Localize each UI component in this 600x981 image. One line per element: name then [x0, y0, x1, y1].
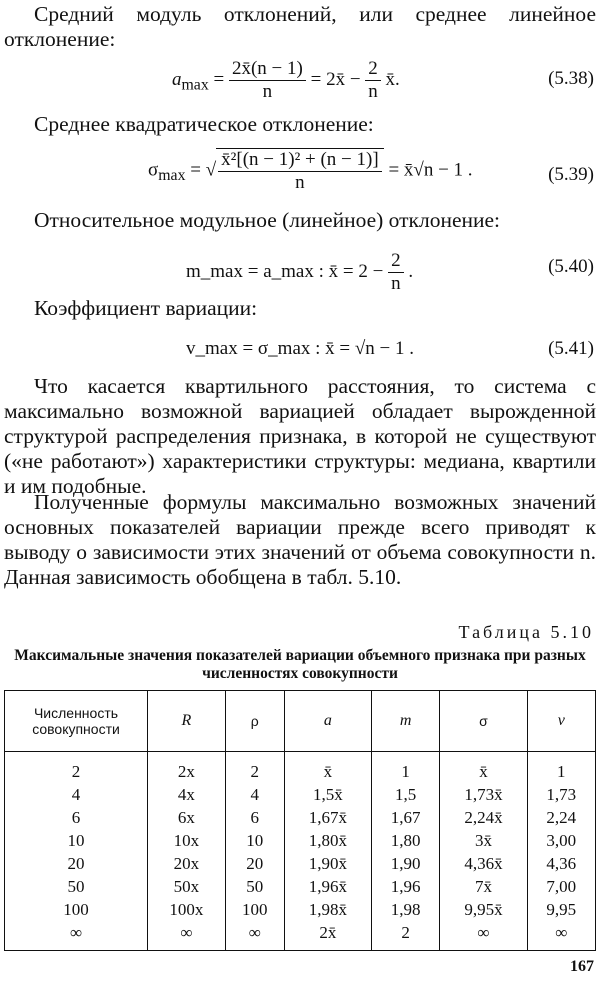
table-cell: 6 [5, 806, 148, 829]
page-number: 167 [570, 958, 594, 975]
header-population-size: Численность совокупности [5, 691, 148, 752]
table-cell: 2 [225, 752, 284, 784]
eq39-rhs: = x̄√n − 1 . [388, 159, 473, 181]
table-cell: 100 [225, 898, 284, 921]
table-cell: x̄ [440, 752, 527, 784]
variation-table [4, 690, 596, 951]
eq38-fraction-2 [365, 58, 381, 103]
header-a: a [284, 691, 371, 752]
table-header-row [5, 691, 596, 752]
table-cell: 9,95x̄ [440, 898, 527, 921]
table-cell: 10x [148, 829, 226, 852]
table-cell: 1,90x̄ [284, 852, 371, 875]
eq38-lhs: a [172, 68, 182, 90]
table-row [5, 752, 596, 784]
table-cell: 2 [5, 752, 148, 784]
eq39-denominator: n [295, 172, 305, 193]
header-m: m [371, 691, 439, 752]
table-cell: 1,73 [527, 783, 595, 806]
table-cell: 1,73x̄ [440, 783, 527, 806]
header-r: R [148, 691, 226, 752]
table-cell: 1,98x̄ [284, 898, 371, 921]
equation-number-5-41: (5.41) [548, 338, 594, 359]
paragraph-quartile: Что касается квартильного расстояния, то система с максимально возможной вариацией обладает вырожденной структурой распределения признака, в которой не существуют («не работают») характеристики структуры: медиана, квартили и им подобные. [4, 374, 596, 498]
equation-number-5-38: (5.38) [548, 68, 594, 89]
table-cell: 6 [225, 806, 284, 829]
paragraph-mean-deviation: Средний модуль отклонений, или среднее линейное отклонение: [4, 2, 596, 51]
table-cell: 100x [148, 898, 226, 921]
table-caption: Таблица 5.10 [458, 622, 594, 642]
table-cell: 2,24 [527, 806, 595, 829]
table-cell: 1,5x̄ [284, 783, 371, 806]
table-row [5, 921, 596, 951]
eq40-numerator: 2 [388, 250, 404, 273]
table-cell: 50 [225, 875, 284, 898]
paragraph-conclusion: Полученные формулы максимально возможных значений основных показателей вариации прежде всего приводят к выводу о зависимости этих значений от объема совокупности n. Данная зависимость обобщена в табл. 5.10. [4, 490, 596, 589]
eq38-fraction [229, 58, 306, 103]
table-body [5, 752, 596, 951]
table-cell: 20x [148, 852, 226, 875]
eq40-denominator: n [391, 273, 401, 294]
table-cell: 4 [225, 783, 284, 806]
table-cell: 1,90 [371, 852, 439, 875]
eq40-text: m_max = a_max : x̄ = 2 − [186, 260, 384, 282]
table-cell: 3x̄ [440, 829, 527, 852]
table-row [5, 783, 596, 806]
header-rho: ρ [225, 691, 284, 752]
table-cell: ∞ [148, 921, 226, 951]
equation-5-40: m_max = a_max : x̄ = 2 − $\frac{2}{n}$ . [186, 250, 414, 294]
table-cell: 2x [148, 752, 226, 784]
table-cell: ∞ [440, 921, 527, 951]
table-cell: 1,96 [371, 875, 439, 898]
table-cell: 50 [5, 875, 148, 898]
eq39-lhs: σ [148, 159, 159, 181]
table-cell: 7x̄ [440, 875, 527, 898]
table-cell: 2 [371, 921, 439, 951]
table-cell: 3,00 [527, 829, 595, 852]
eq40-fraction [388, 250, 404, 295]
table-cell: 6x [148, 806, 226, 829]
header-sigma: σ [440, 691, 527, 752]
table-title: Максимальные значения показателей вариации объемного признака при разных численностях совокупности [14, 647, 586, 682]
table-cell: 2x̄ [284, 921, 371, 951]
table-cell: 9,95 [527, 898, 595, 921]
table-cell: 1,98 [371, 898, 439, 921]
table-cell: ∞ [225, 921, 284, 951]
paragraph-variation-coefficient: Коэффициент вариации: [34, 296, 258, 320]
equation-5-39: $\sigma_{max}$ = √ $\frac{\text{x̄²[(n − 1)² + (n − 1)]}}{n}$ = x̄√n − 1 . [148, 149, 473, 193]
table-cell: 1 [527, 752, 595, 784]
table-cell: 100 [5, 898, 148, 921]
table-cell: 4x [148, 783, 226, 806]
eq38-sub: max [181, 76, 209, 94]
table-cell: 1,80x̄ [284, 829, 371, 852]
table-row [5, 829, 596, 852]
eq39-numerator: x̄²[(n − 1)² + (n − 1)] [218, 149, 382, 172]
table-cell: ∞ [527, 921, 595, 951]
table-cell: 10 [5, 829, 148, 852]
equation-5-41: v_max = σ_max : x̄ = √n − 1 . [186, 338, 415, 359]
table-cell: 20 [5, 852, 148, 875]
table-cell: 1,67x̄ [284, 806, 371, 829]
paragraph-std-deviation: Среднее квадратическое отклонение: [34, 112, 374, 136]
eq39-fraction [216, 148, 384, 194]
table-cell: 4,36 [527, 852, 595, 875]
table-cell: 1 [371, 752, 439, 784]
eq38-frac2-denominator: n [368, 81, 378, 102]
paragraph-relative-deviation: Относительное модульное (линейное) отклонение: [34, 208, 501, 232]
table-row [5, 806, 596, 829]
table-cell: 7,00 [527, 875, 595, 898]
table-cell: 1,67 [371, 806, 439, 829]
table-cell: 4,36x̄ [440, 852, 527, 875]
table-cell: 50x [148, 875, 226, 898]
header-v: v [527, 691, 595, 752]
table-cell: 20 [225, 852, 284, 875]
table-cell: 1,96x̄ [284, 875, 371, 898]
table-cell: 2,24x̄ [440, 806, 527, 829]
table-cell: ∞ [5, 921, 148, 951]
table-row [5, 898, 596, 921]
eq38-tail: x̄. [385, 68, 400, 90]
eq39-sub: max [158, 167, 186, 185]
table-cell: 1,5 [371, 783, 439, 806]
table-row [5, 852, 596, 875]
eq38-numerator: 2x̄(n − 1) [229, 58, 306, 81]
table-row [5, 875, 596, 898]
equation-5-38: $a_{max}$ = $\frac{2x̄(n - 1)}{n}$ = 2x̄ − $\frac{2}{n}$ x̄. [172, 58, 400, 102]
table-cell: 1,80 [371, 829, 439, 852]
table-cell: x̄ [284, 752, 371, 784]
equation-number-5-39: (5.39) [548, 164, 594, 185]
eq38-middle: = 2x̄ − [310, 68, 361, 90]
table-cell: 10 [225, 829, 284, 852]
eq38-denominator: n [262, 81, 273, 102]
equation-number-5-40: (5.40) [548, 256, 594, 277]
table-cell: 4 [5, 783, 148, 806]
eq38-frac2-numerator: 2 [365, 58, 381, 81]
